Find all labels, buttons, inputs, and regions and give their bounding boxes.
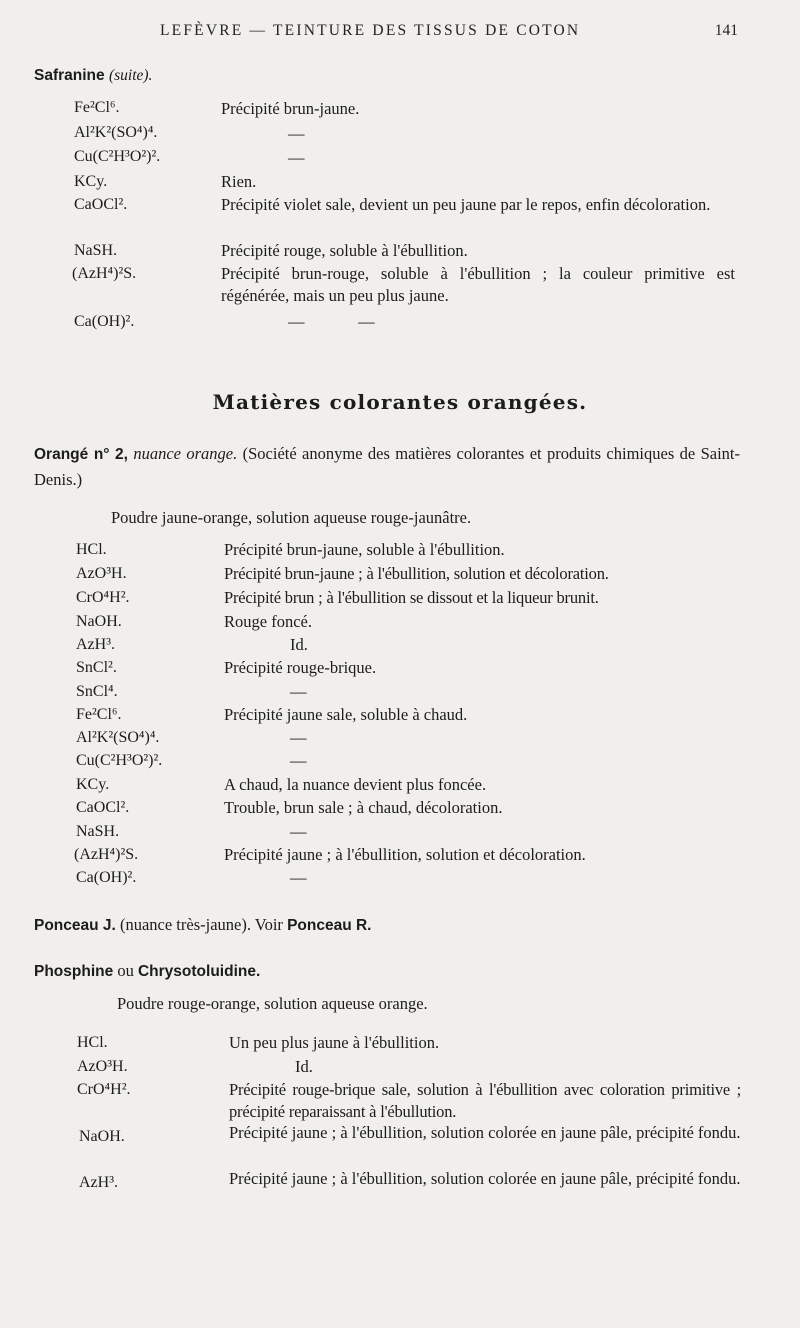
- formula: KCy.: [76, 776, 110, 793]
- description: —: [290, 682, 307, 701]
- description: Précipité brun-jaune.: [221, 99, 360, 118]
- formula: (AzH⁴)²S.: [72, 265, 137, 282]
- orange2-heading: [34, 441, 740, 492]
- orange2-title: Orangé n° 2,: [34, 446, 128, 463]
- description: Précipité rouge-brique sale, solution à l'ébullition avec coloration primitive ; précipité reparaissant à l'ébullution.: [229, 1080, 741, 1121]
- description: —: [290, 822, 307, 841]
- description: —: [290, 751, 307, 770]
- safranine-suffix: (suite).: [108, 67, 153, 84]
- description: Rouge foncé.: [224, 612, 312, 631]
- phosphine-title: Phosphine: [34, 963, 114, 980]
- running-title: LEFÈVRE — TEINTURE DES TISSUS DE COTON: [160, 22, 581, 39]
- description: Précipité rouge-brique.: [224, 658, 377, 677]
- phosphine-heading: [34, 958, 734, 984]
- phosphine-intro: Poudre rouge-orange, solution aqueuse orange.: [117, 994, 428, 1013]
- formula: AzH³.: [76, 636, 116, 653]
- description: Précipité brun-rouge, soluble à l'ébullition ; la couleur primitive est régénérée, mais un peu plus jaune.: [221, 264, 735, 305]
- description: Id.: [290, 635, 308, 654]
- description: Précipité brun-jaune, soluble à l'ébullition.: [224, 540, 505, 559]
- formula: NaOH.: [76, 613, 122, 630]
- description: —: [290, 728, 307, 747]
- formula: CaOCl².: [74, 196, 128, 213]
- description: —: [290, 868, 307, 887]
- ponceau-text: (nuance très-jaune). Voir: [119, 915, 283, 934]
- phosphine-or: ou: [117, 961, 134, 980]
- description: Précipité jaune sale, soluble à chaud.: [224, 705, 468, 724]
- formula: Fe²Cl⁶.: [74, 99, 120, 116]
- description: Précipité rouge, soluble à l'ébullition.: [221, 241, 468, 260]
- formula: AzO³H.: [77, 1058, 128, 1075]
- formula: Ca(OH)².: [76, 869, 137, 886]
- page-number: 141: [714, 22, 738, 39]
- formula: Cu(C²H³O²)².: [74, 148, 161, 165]
- formula: HCl.: [76, 541, 107, 558]
- orange2-nuance: nuance orange.: [133, 444, 238, 463]
- safranine-title: Safranine (suite).: [34, 67, 153, 84]
- orange2-intro: Poudre jaune-orange, solution aqueuse rouge-jaunâtre.: [111, 508, 472, 527]
- description: —: [288, 124, 305, 143]
- formula: NaOH.: [79, 1128, 125, 1145]
- phosphine-title2: Chrysotoluidine.: [137, 963, 261, 980]
- formula: CrO⁴H².: [77, 1081, 131, 1098]
- running-header: [160, 22, 738, 40]
- ponceau-title: Ponceau J.: [34, 917, 116, 934]
- formula: Cu(C²H³O²)².: [76, 752, 163, 769]
- formula: Al²K²(SO⁴)⁴.: [76, 729, 160, 746]
- formula: AzH³.: [79, 1174, 119, 1191]
- description: Précipité brun-jaune ; à l'ébullition, solution et décoloration.: [224, 564, 609, 583]
- formula: (AzH⁴)²S.: [74, 846, 139, 863]
- description: Un peu plus jaune à l'ébullition.: [229, 1033, 440, 1052]
- description: Trouble, brun sale ; à chaud, décoloration.: [224, 798, 503, 817]
- formula: CrO⁴H².: [76, 589, 130, 606]
- description: Précipité jaune ; à l'ébullition, solution colorée en jaune pâle, précipité fondu.: [229, 1169, 741, 1188]
- formula: SnCl².: [76, 659, 117, 676]
- description: Précipité brun ; à l'ébullition se dissout et la liqueur brunit.: [224, 588, 599, 607]
- section-title: Matières colorantes orangées.: [212, 390, 588, 414]
- description: Rien.: [221, 172, 257, 191]
- description: A chaud, la nuance devient plus foncée.: [224, 775, 487, 794]
- description: —: [288, 148, 305, 167]
- formula: HCl.: [77, 1034, 108, 1051]
- orange2-source: (Société anonyme des matières colorantes et produits chimiques de Saint-Denis.): [34, 444, 740, 489]
- formula: SnCl⁴.: [76, 683, 118, 700]
- description: Id.: [295, 1057, 313, 1076]
- formula: Fe²Cl⁶.: [76, 706, 122, 723]
- formula: KCy.: [74, 173, 108, 190]
- description: Précipité violet sale, devient un peu jaune par le repos, enfin décoloration.: [221, 195, 711, 214]
- ponceau-ref: Ponceau R.: [287, 917, 372, 934]
- formula: Ca(OH)².: [74, 313, 135, 330]
- formula: NaSH.: [74, 242, 118, 259]
- description: Précipité jaune ; à l'ébullition, solution et décoloration.: [224, 845, 586, 864]
- ponceau-entry: [34, 912, 734, 938]
- formula: AzO³H.: [76, 565, 127, 582]
- description: — —: [288, 312, 375, 331]
- description: Précipité jaune ; à l'ébullition, solution colorée en jaune pâle, précipité fondu.: [229, 1123, 741, 1142]
- formula: NaSH.: [76, 823, 120, 840]
- formula: CaOCl².: [76, 799, 130, 816]
- formula: Al²K²(SO⁴)⁴.: [74, 124, 158, 141]
